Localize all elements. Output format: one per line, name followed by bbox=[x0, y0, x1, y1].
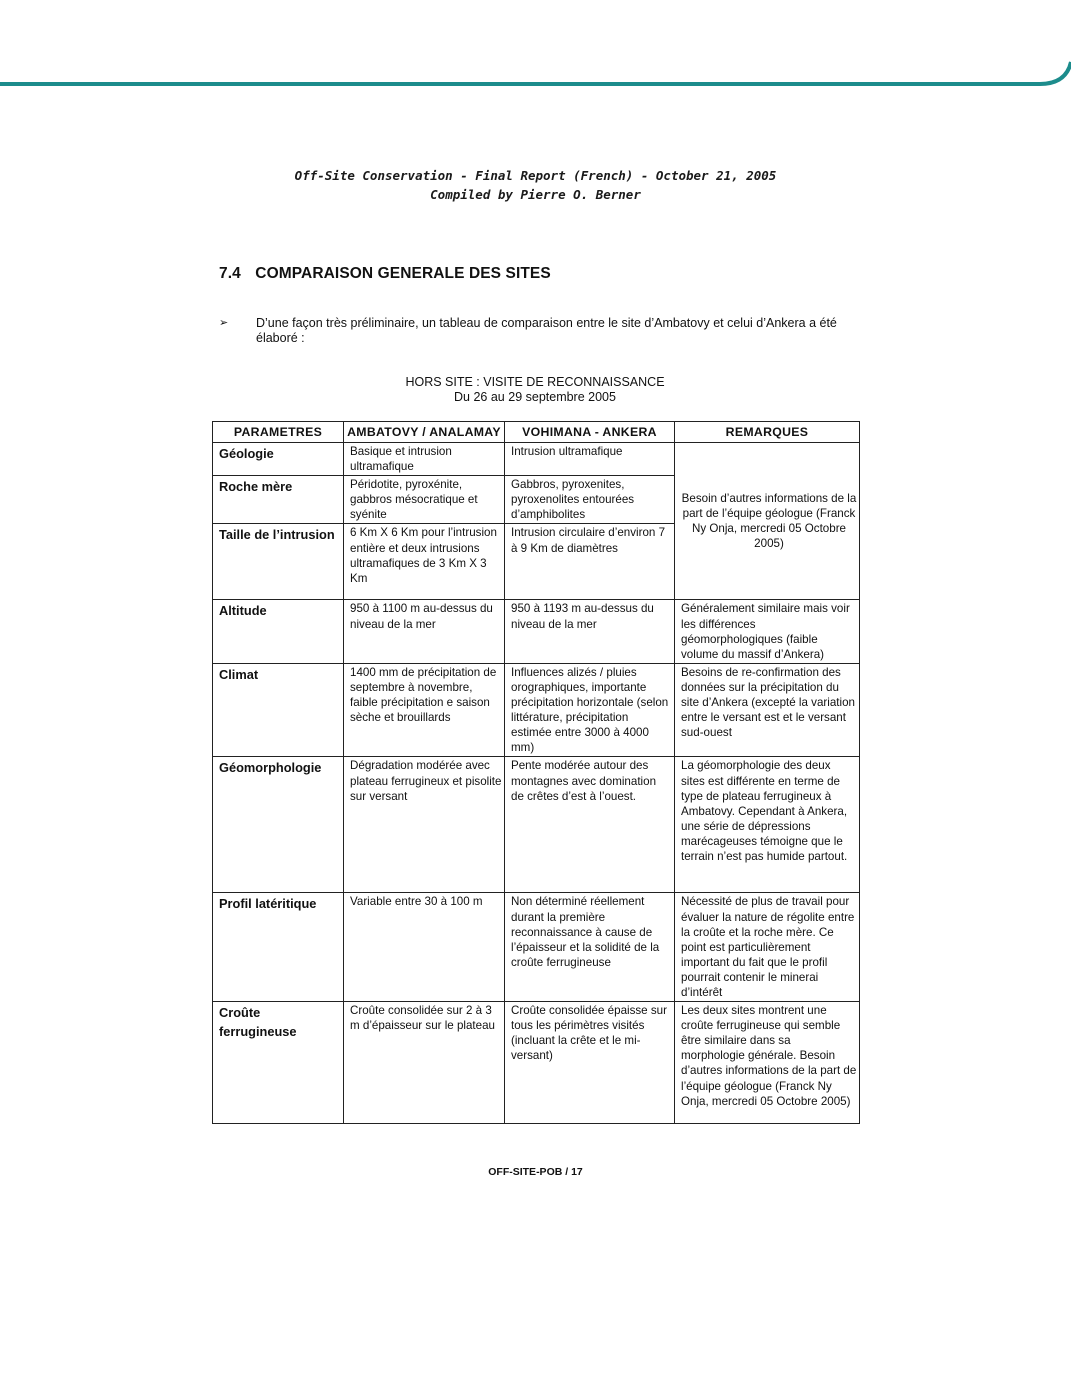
arrow-bullet-icon: ➢ bbox=[219, 317, 229, 329]
table-row bbox=[213, 1002, 860, 1124]
header-ambatovy: AMBATOVY / ANALAMAY bbox=[344, 422, 505, 443]
param-cell: Profil latéritique bbox=[213, 893, 344, 1002]
remark-cell: Nécessité de plus de travail pour évaluer la nature de régolite entre la croûte et la roche mère. Ce point est particulièrement important du fait que le profil pourrait contenir le minerai d’intérêt bbox=[675, 893, 860, 1002]
table-row bbox=[213, 663, 860, 757]
ambatovy-cell: Croûte consolidée sur 2 à 3 m d’épaisseur sur le plateau bbox=[344, 1002, 505, 1124]
vohimana-cell: Pente modérée autour des montagnes avec domination de crêtes d’est à l’ouest. bbox=[505, 757, 675, 893]
remark-cell: La géomorphologie des deux sites est différente en terme de type de plateau ferrugineux à Ambatovy. Cependant à Ankera, une série de dépressions marécageuses témoigne que le terrain n’est pas humide partout. bbox=[675, 757, 860, 893]
report-author-line: Compiled by Pierre O. Berner bbox=[430, 187, 641, 202]
report-header bbox=[0, 166, 1071, 204]
remark-cell: Besoins de re-confirmation des données sur la précipitation du site d’Ankera (excepté la variation entre le versant est et le versant sud-ouest bbox=[675, 663, 860, 757]
remark-cell: Les deux sites montrent une croûte ferrugineuse qui semble être similaire dans sa morphologie générale. Besoin d’autres informations de la part de l’équipe géologue (Franck Ny Onja, mercredi 05 Octobre 2005) bbox=[675, 1002, 860, 1124]
header-remarques: REMARQUES bbox=[675, 422, 860, 443]
vohimana-cell: Influences alizés / pluies orographiques, importante précipitation horizontale (selon littérature, précipitation estimée entre 3000 à 4000 mm) bbox=[505, 663, 675, 757]
comparison-table bbox=[212, 421, 860, 1124]
section-number: 7.4 bbox=[219, 265, 241, 282]
header-decorative-rule bbox=[0, 0, 1071, 100]
table-row bbox=[213, 893, 860, 1002]
remark-cell: Généralement similaire mais voir les différences géomorphologiques (faible volume du massif d’Ankera) bbox=[675, 600, 860, 663]
table-caption-title: HORS SITE : VISITE DE RECONNAISSANCE bbox=[405, 375, 665, 389]
table-caption-dates: Du 26 au 29 septembre 2005 bbox=[454, 390, 616, 404]
ambatovy-cell: 950 à 1100 m au-dessus du niveau de la mer bbox=[344, 600, 505, 663]
param-cell: Roche mère bbox=[213, 476, 344, 524]
vohimana-cell: Gabbros, pyroxenites, pyroxenolites entourées d’amphibolites bbox=[505, 476, 675, 524]
vohimana-cell: Intrusion circulaire d’environ 7 à 9 Km de diamètres bbox=[505, 524, 675, 600]
param-cell: Taille de l’intrusion bbox=[213, 524, 344, 600]
ambatovy-cell: 6 Km X 6 Km pour l’intrusion entière et deux intrusions ultramafiques de 3 Km X 3 Km bbox=[344, 524, 505, 600]
vohimana-cell: Croûte consolidée épaisse sur tous les périmètres visités (incluant la crête et le mi-versant) bbox=[505, 1002, 675, 1124]
table-row bbox=[213, 757, 860, 893]
ambatovy-cell: Basique et intrusion ultramafique bbox=[344, 443, 505, 476]
table-row bbox=[213, 443, 860, 476]
param-cell: Géomorphologie bbox=[213, 757, 344, 893]
intro-bullet bbox=[219, 316, 859, 346]
ambatovy-cell: 1400 mm de précipitation de septembre à novembre, faible précipitation e saison sèche et brouillards bbox=[344, 663, 505, 757]
header-parametres: PARAMETRES bbox=[213, 422, 344, 443]
vohimana-cell: 950 à 1193 m au-dessus du niveau de la mer bbox=[505, 600, 675, 663]
param-cell: Géologie bbox=[213, 443, 344, 476]
ambatovy-cell: Péridotite, pyroxénite, gabbros mésocratique et syénite bbox=[344, 476, 505, 524]
table-row bbox=[213, 600, 860, 663]
header-vohimana: VOHIMANA - ANKERA bbox=[505, 422, 675, 443]
param-cell: Climat bbox=[213, 663, 344, 757]
report-title-line: Off-Site Conservation - Final Report (French) - October 21, 2005 bbox=[294, 168, 777, 183]
ambatovy-cell: Variable entre 30 à 100 m bbox=[344, 893, 505, 1002]
section-heading bbox=[219, 265, 551, 283]
vohimana-cell: Non déterminé réellement durant la première reconnaissance à cause de l’épaisseur et la solidité de la croûte ferrugineuse bbox=[505, 893, 675, 1002]
section-title: COMPARAISON GENERALE DES SITES bbox=[255, 265, 551, 282]
param-cell: Altitude bbox=[213, 600, 344, 663]
table-header-row bbox=[213, 422, 860, 443]
ambatovy-cell: Dégradation modérée avec plateau ferrugineux et pisolite sur versant bbox=[344, 757, 505, 893]
param-cell: Croûte ferrugineuse bbox=[213, 1002, 344, 1124]
intro-text: D’une façon très préliminaire, un tableau de comparaison entre le site d’Ambatovy et celui d’Ankera a été élaboré : bbox=[256, 316, 837, 345]
page-footer: OFF-SITE-POB / 17 bbox=[488, 1166, 583, 1178]
merged-remark-cell: Besoin d’autres informations de la part de l’équipe géologue (Franck Ny Onja, mercredi 05 Octobre 2005) bbox=[675, 443, 860, 600]
table-caption bbox=[212, 375, 858, 405]
vohimana-cell: Intrusion ultramafique bbox=[505, 443, 675, 476]
